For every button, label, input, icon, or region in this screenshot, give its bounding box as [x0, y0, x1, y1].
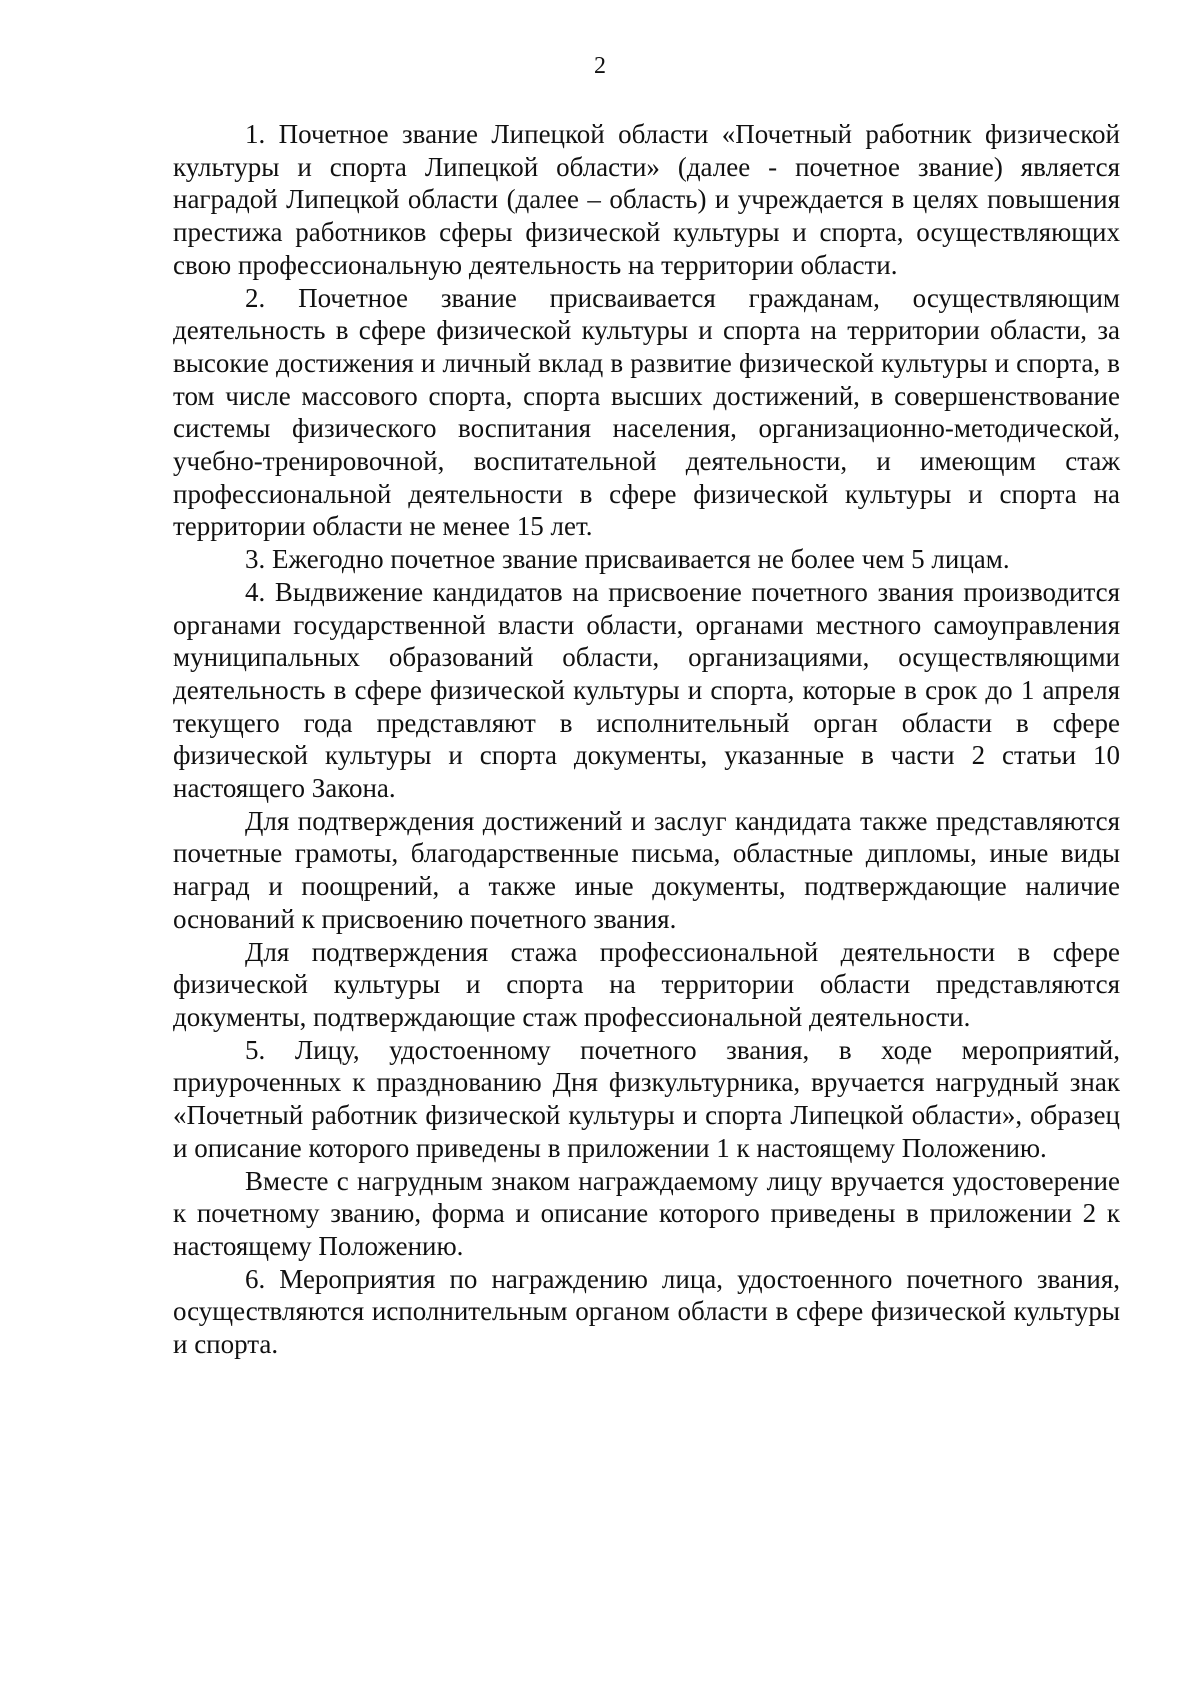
paragraph-5: 5. Лицу, удостоенному почетного звания, в ходе мероприятий, приуроченных к празднованию Дня физкультурника, вручается нагрудный знак «Почетный работник физической культуры и спорта Липецкой области», образец и описание которого приведены в приложении 1 к настоящему Положению. [173, 1034, 1120, 1163]
page-number: 2 [594, 53, 606, 79]
paragraph-4-experience: Для подтверждения стажа профессиональной деятельности в сфере физической культуры и спорта на территории области представляются документы, подтверждающие стаж профессиональной деятельности. [173, 936, 1120, 1032]
paragraph-4-achievements: Для подтверждения достижений и заслуг кандидата также представляются почетные грамоты, благодарственные письма, областные дипломы, иные виды наград и поощрений, а также иные документы, подтверждающие наличие оснований к присвоению почетного звания. [173, 805, 1120, 934]
paragraph-5-certificate: Вместе с нагрудным знаком награждаемому лицу вручается удостоверение к почетному званию, форма и описание которого приведены в приложении 2 к настоящему Положению. [173, 1165, 1120, 1261]
document-body [173, 118, 1120, 1361]
paragraph-6: 6. Мероприятия по награждению лица, удостоенного почетного звания, осуществляются исполнительным органом области в сфере физической культуры и спорта. [173, 1263, 1120, 1360]
paragraph-2: 2. Почетное звание присваивается гражданам, осуществляющим деятельность в сфере физической культуры и спорта на территории области, за высокие достижения и личный вклад в развитие физической культуры и спорта, в том числе массового спорта, спорта высших достижений, в совершенствование системы физического воспитания населения, организационно-методической, учебно-тренировочной, воспитательной деятельности, и имеющим стаж профессиональной деятельности в сфере физической культуры и спорта на территории области не менее 15 лет. [173, 282, 1120, 542]
paragraph-3: 3. Ежегодно почетное звание присваивается не более чем 5 лицам. [245, 544, 1010, 575]
paragraph-4: 4. Выдвижение кандидатов на присвоение почетного звания производится органами государственной власти области, органами местного самоуправления муниципальных образований области, организациями, осуществляющими деятельность в сфере физической культуры и спорта, которые в срок до 1 апреля текущего года представляют в исполнительный орган области в сфере физической культуры и спорта документы, указанные в части 2 статьи 10 настоящего Закона. [173, 576, 1120, 804]
paragraph-1: 1. Почетное звание Липецкой области «Почетный работник физической культуры и спорта Липецкой области» (далее - почетное звание) является наградой Липецкой области (далее – область) и учреждается в целях повышения престижа работников сферы физической культуры и спорта, осуществляющих свою профессиональную деятельность на территории области. [173, 119, 1120, 280]
